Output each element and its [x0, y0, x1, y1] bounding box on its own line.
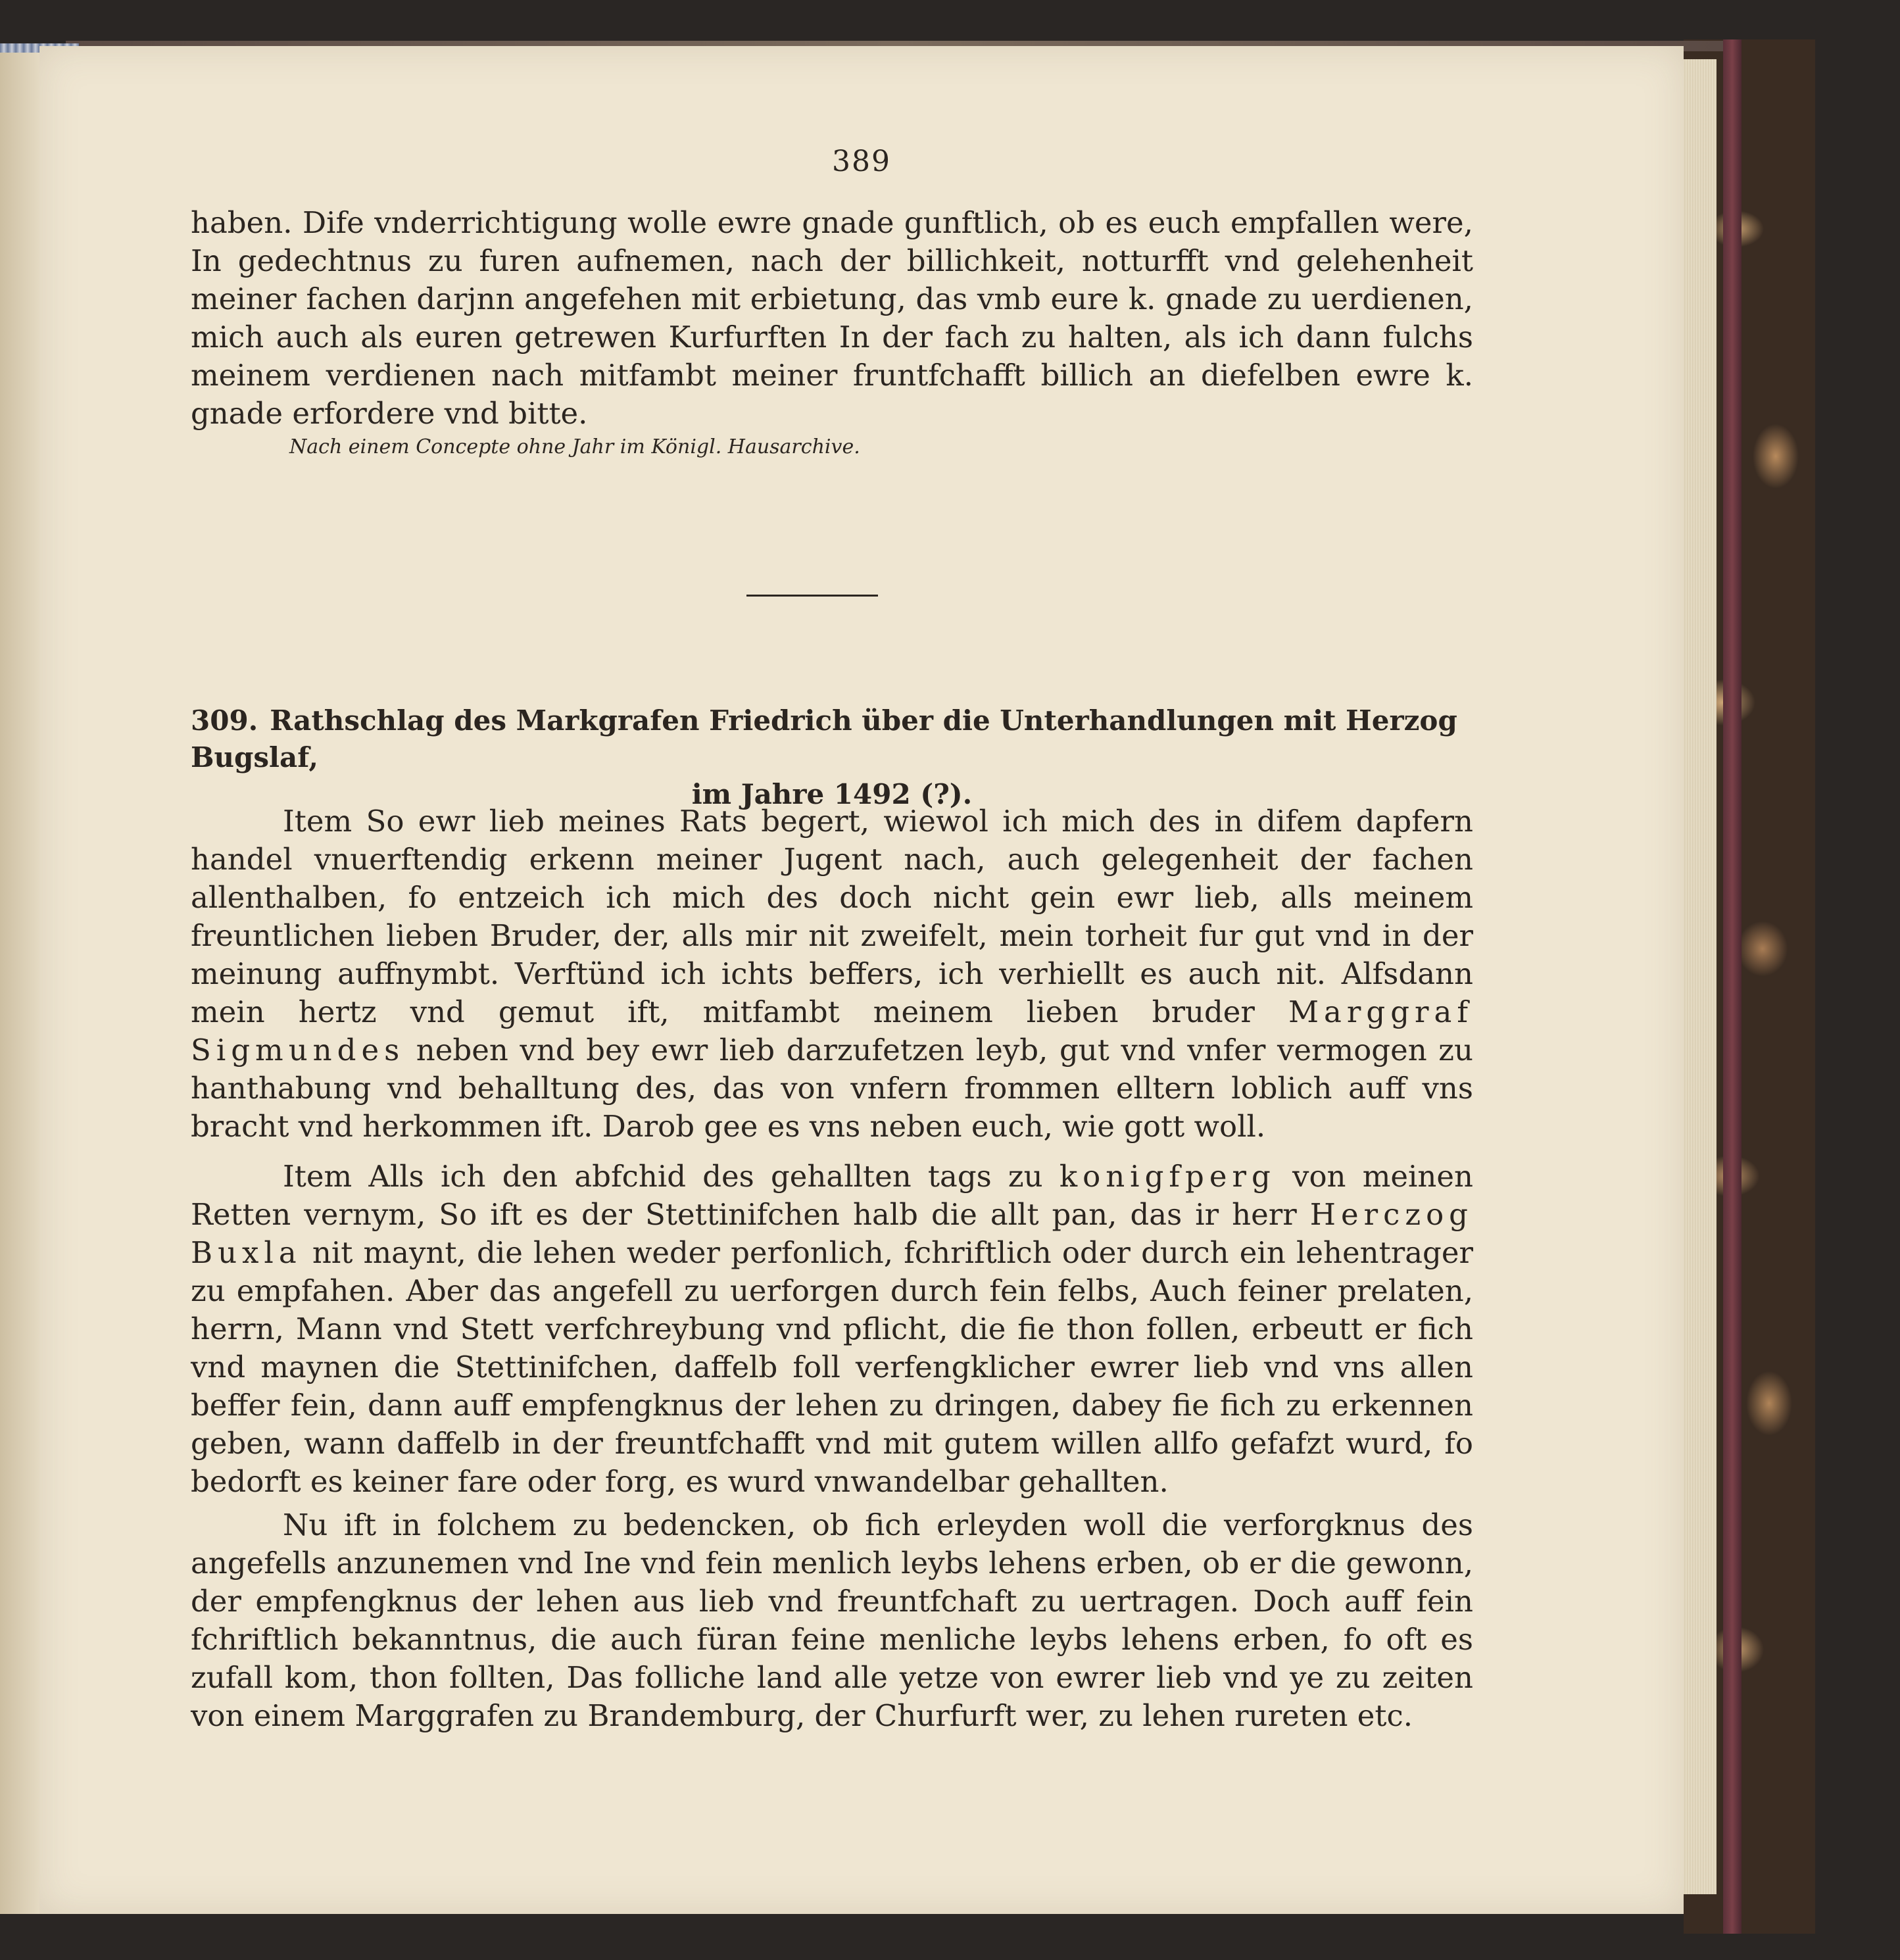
spaced-name-herczog: Herczog Buxla — [191, 1197, 1473, 1270]
page-number: 389 — [832, 145, 891, 178]
paragraph-1 — [191, 802, 1473, 1146]
section-title-line2: im Jahre 1492 (?). — [691, 778, 973, 810]
paragraph-1-part1: Item So ewr lieb meines Rats begert, wiewol ich mich des in difem dapfern handel vnuerftendig erkenn meiner Jugent nach, auch gelegenheit der fachen allenthalben, fo entzeich ich mich des doch nicht gein ewr lieb, alls meinem freuntlichen lieben Bruder, der, alls mir nit zweifelt, mein torheit fur gut vnd in der meinung auffnymbt. Verftünd ich ichts beffers, ich verhiellt es auch nit. Alfsdann mein hertz vnd gemut ift, mitfambt meinem lieben bruder — [191, 804, 1473, 1029]
spaced-name-sigmundes: Marggraf Sigmundes — [191, 994, 1473, 1067]
paragraph-2 — [191, 1158, 1473, 1501]
source-note: Nach einem Concepte ohne Jahr im Königl. Hausarchive. — [289, 435, 860, 458]
section-number: 309. — [191, 704, 258, 737]
paragraph-continued: haben. Dife vnderrichtigung wolle ewre gnade gunftlich, ob es euch empfallen were, In gedechtnus zu furen aufnemen, nach der billichkeit, notturfft vnd gelehenheit meiner fachen darjnn angefehen mit erbietung, das vmb eure k. gnade zu uerdienen, mich auch als euren getrewen Kurfurften In der fach zu halten, als ich dann fulchs meinem verdienen nach mitfambt meiner fruntfchafft billich an diefelben ewre k. gnade erfordere vnd bitte. — [191, 205, 1473, 431]
book-page — [39, 46, 1684, 1914]
paragraph-2-part2: von meinen Retten vernym, So ift es der Stettinifchen halb die allt pan, das ir herr — [191, 1159, 1474, 1232]
cover-spine-edge — [1723, 39, 1742, 1934]
section-heading — [191, 702, 1473, 813]
spaced-place-konigsperg: konigfperg — [1059, 1159, 1276, 1194]
paragraph-3: Nu ift in folchem zu bedencken, ob fich erleyden woll die verforgknus des angefells anzunemen vnd Ine vnd fein menlich leybs lehens erben, ob er die gewonn, der empfengknus der lehen aus lieb vnd freuntfchaft zu uertragen. Doch auff fein fchriftlich bekanntnus, die auch füran feine menliche leybs lehens erben, fo oft es zufall kom, thon follten, Das folliche land alle yetze von ewrer lieb vnd ye zu zeiten von einem Marggrafen zu Brandemburg, der Churfurft wer, zu lehen rureten etc. — [191, 1507, 1473, 1733]
paragraph-1-part2: neben vnd bey ewr lieb darzufetzen leyb, gut vnd vnfer vermogen zu hanthabung vnd behalltung des, das von vnfern frommen elltern loblich auff vns bracht vnd herkommen ift. Darob gee es vns neben euch, wie gott woll. — [191, 1033, 1473, 1144]
section-divider — [746, 595, 878, 597]
paragraph-2-part3: nit maynt, die lehen weder perfonlich, fchriftlich oder durch ein lehentrager zu empfahen. Aber das angefell zu uerforgen durch fein felbs, Auch feiner prelaten, herrn, Mann vnd Stett verfchreybung vnd pflicht, die fie thon follen, erbeutt er fich vnd maynen die Stettinifchen, daffelb foll verfengklicher ewrer lieb vnd vns allen beffer fein, dann auff empfengknus der lehen zu dringen, dabey fie fich zu erkennen geben, wann daffelb in der freuntfchafft vnd mit gutem willen allfo gefafzt wurd, fo bedorft es keiner fare oder forg, es wurd vnwandelbar gehallten. — [191, 1235, 1473, 1499]
section-title-line1: Rathschlag des Markgrafen Friedrich über die Unterhandlungen mit Herzog Bugslaf, — [191, 704, 1457, 773]
paragraph-2-part1: Item Alls ich den abfchid des gehallten tags zu — [283, 1159, 1043, 1194]
